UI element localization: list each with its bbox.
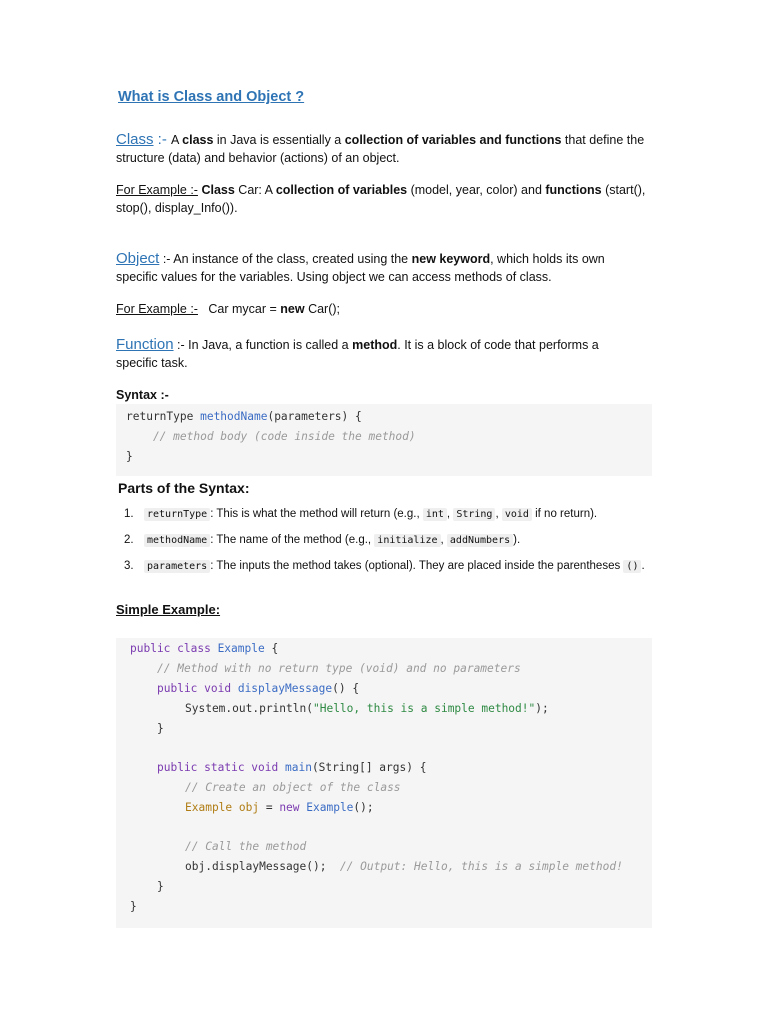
class-text-2: in Java is essentially a [213, 133, 345, 147]
object-example-a: Car mycar = [197, 302, 281, 316]
syntax-code-line-2: // method body (code inside the method) [126, 430, 416, 443]
code-line: } [157, 880, 164, 893]
class-example-line2: stop(), display_Info()). [116, 200, 238, 215]
inline-code: parameters [144, 560, 210, 573]
code-keyword: public class [130, 642, 218, 655]
list-number: 1. [124, 508, 134, 520]
object-text-line2: specific values for the variables. Using object we can access methods of class. [116, 269, 552, 284]
function-text-1: :- In Java, a function is called a [173, 338, 353, 352]
inline-code: returnType [144, 508, 210, 521]
code-punct: () { [332, 682, 360, 695]
list-text: , [440, 534, 447, 546]
object-definition [116, 250, 652, 286]
code-function: main [284, 761, 312, 774]
inline-code: initialize [374, 534, 440, 547]
code-line [157, 682, 359, 695]
list-item [124, 534, 520, 546]
class-text-3: that define the [561, 133, 645, 147]
code-text: System.out.println( [185, 702, 313, 715]
list-number: 3. [124, 560, 134, 572]
code-function: displayMessage [237, 682, 333, 695]
list-text: ). [513, 534, 521, 546]
class-example-f: (start(), [601, 183, 646, 197]
function-text-2: . It is a block of code that performs a [397, 338, 599, 352]
syntax-code-line-3: } [126, 450, 133, 463]
code-comment: // Call the method [185, 840, 307, 853]
list-item [124, 508, 597, 520]
list-text: : This is what the method will return (e.g., [210, 508, 423, 520]
code-string: "Hello, this is a simple method!" [312, 702, 536, 715]
object-text-1: An instance of the class, created using the [173, 252, 412, 266]
object-term: Object [116, 250, 160, 267]
inline-code: void [502, 508, 532, 521]
class-example-a: Class [197, 183, 235, 197]
class-bold-1: class [182, 133, 214, 147]
inline-code: methodName [144, 534, 210, 547]
class-bold-2: collection of variables and functions [344, 133, 562, 147]
class-example-c: collection of variables [275, 183, 408, 197]
object-separator: :- [159, 252, 174, 266]
list-text: . [641, 560, 645, 572]
inline-code: () [623, 560, 641, 573]
code-keyword: public static void [157, 761, 285, 774]
object-example-c: Car(); [304, 302, 341, 316]
inline-code: int [423, 508, 447, 521]
example-code-block [116, 638, 652, 928]
code-line [157, 761, 426, 774]
object-example [116, 301, 652, 319]
page-title: What is Class and Object ? [118, 89, 305, 105]
code-punct: ); [535, 702, 549, 715]
parts-heading: Parts of the Syntax: [118, 480, 250, 496]
code-keyword: new [279, 801, 307, 814]
inline-code: addNumbers [447, 534, 513, 547]
class-example-b: Car: A [234, 183, 276, 197]
class-example-label: For Example :- [116, 183, 198, 197]
class-text-line2: structure (data) and behavior (actions) of an object. [116, 150, 400, 165]
syntax-code-line-1 [126, 410, 362, 423]
code-line: } [130, 900, 137, 913]
object-example-b: new [280, 302, 305, 316]
syntax-return-type: returnType [126, 410, 201, 423]
code-punct: (String[] args) { [311, 761, 427, 774]
code-comment: // Method with no return type (void) and no parameters [157, 662, 521, 675]
code-keyword: public void [157, 682, 238, 695]
function-bold: method [352, 338, 398, 352]
class-separator: :- [153, 131, 172, 148]
class-term: Class [116, 131, 154, 148]
class-definition [116, 131, 652, 167]
syntax-method-name: methodName [200, 410, 268, 423]
code-type: Example obj [185, 801, 260, 814]
class-example [116, 182, 652, 217]
list-item [124, 560, 645, 572]
code-class-name: Example [306, 801, 354, 814]
code-punct: = [259, 801, 280, 814]
syntax-code-block [116, 404, 652, 476]
code-line [185, 860, 623, 873]
list-text: , [495, 508, 502, 520]
syntax-params: (parameters) { [267, 410, 362, 423]
object-bold: new keyword [411, 252, 491, 266]
function-text-line2: specific task. [116, 355, 188, 370]
list-text: : The inputs the method takes (optional). They are placed inside the parentheses [210, 560, 624, 572]
code-line [130, 642, 278, 655]
syntax-label: Syntax :- [116, 388, 169, 402]
code-punct: (); [353, 801, 374, 814]
simple-example-heading: Simple Example: [116, 602, 221, 617]
class-text-1: A [171, 133, 183, 147]
list-text: , [446, 508, 454, 520]
function-term: Function [116, 336, 174, 353]
code-class-name: Example [217, 642, 265, 655]
function-definition [116, 336, 652, 372]
list-text: : The name of the method (e.g., [210, 534, 375, 546]
code-line [185, 801, 374, 814]
code-comment: // Output: Hello, this is a simple method! [339, 860, 623, 873]
object-text-2: , which holds its own [490, 252, 605, 266]
inline-code: String [453, 508, 495, 521]
list-number: 2. [124, 534, 134, 546]
list-text: if no return). [531, 508, 598, 520]
class-example-d: (model, year, color) and [407, 183, 546, 197]
code-text: obj.displayMessage(); [185, 860, 340, 873]
object-example-label: For Example :- [116, 302, 198, 316]
code-punct: { [264, 642, 279, 655]
code-line [185, 702, 549, 715]
class-example-e: functions [545, 183, 602, 197]
code-comment: // Create an object of the class [185, 781, 401, 794]
code-line: } [157, 722, 164, 735]
